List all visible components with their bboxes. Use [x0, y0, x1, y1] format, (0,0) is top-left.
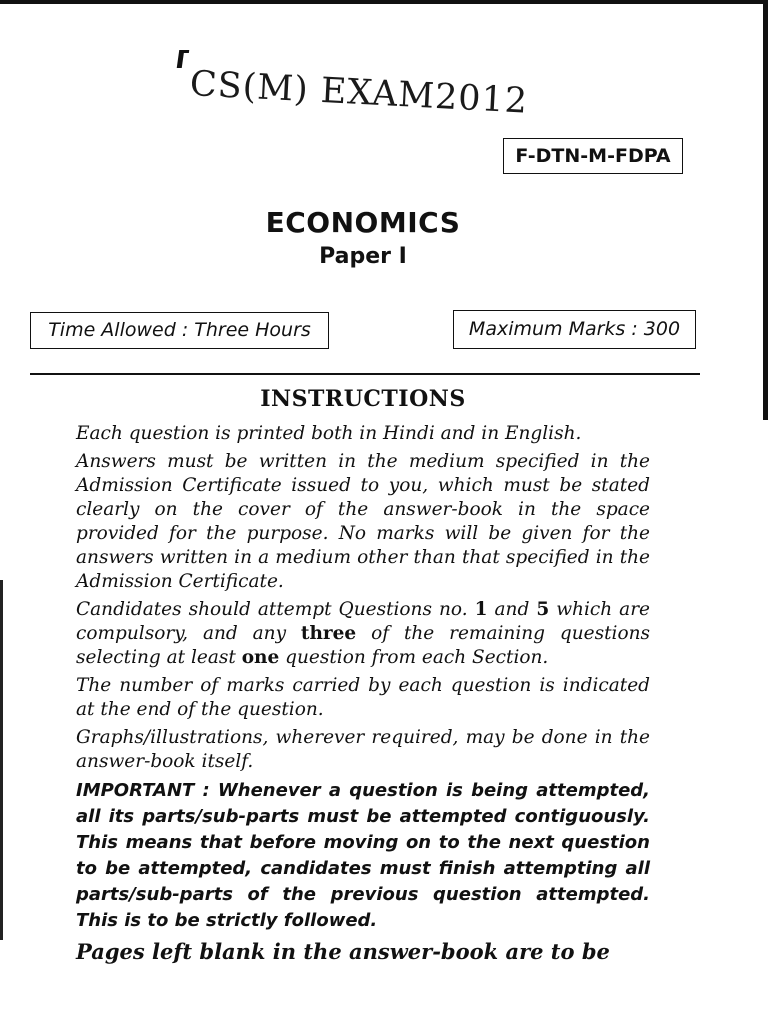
- paper-code-box: F-DTN-M-FDPA: [503, 138, 683, 174]
- instruction-language: Each question is printed both in Hindi and in English.: [76, 423, 582, 444]
- pen-mark-icon: [177, 50, 185, 68]
- maximum-marks-box: Maximum Marks : 300: [453, 310, 696, 349]
- attempt-question-5: 5: [536, 599, 550, 620]
- scan-edge-top: [0, 0, 768, 4]
- instruction-marks: The number of marks carried by each question is indicated at the end of the question.: [76, 675, 650, 720]
- instruction-important: IMPORTANT : Whenever a question is being attempted, all its parts/sub-parts must be attempted contiguously. This means that before moving on to the next question to be attempted, candidates must finish attempting all parts/sub-parts of the previous question attempted. This is to be strictly followed.: [76, 780, 650, 931]
- attempt-text-c: and: [487, 599, 537, 620]
- paper-title: Paper I: [319, 244, 407, 269]
- attempt-question-1: 1: [474, 599, 488, 620]
- scan-edge-left: [0, 580, 3, 940]
- exam-header-stamp: [172, 44, 530, 134]
- divider-rule: [30, 373, 700, 375]
- attempt-text-e: which are compulsory, and any: [76, 599, 650, 644]
- attempt-text-g: of the remaining questions selecting at least: [76, 623, 650, 668]
- attempt-text-i: question from each Section.: [279, 647, 549, 668]
- instruction-attempt: [76, 598, 650, 670]
- attempt-text-a: Candidates should attempt Questions no.: [76, 599, 475, 620]
- instruction-medium: Answers must be written in the medium specified in the Admission Certificate issued to you, which must be stated clearly on the cover of the answer-book in the space provided for the purpose. No marks will be given for the answers written in a medium other than that specified in the Admission Certificate.: [76, 451, 650, 592]
- exam-title-stamp: CS(M) EXAM2012: [188, 64, 530, 122]
- instruction-graphs: Graphs/illustrations, wherever required, may be done in the answer-book itself.: [76, 727, 650, 772]
- subject-title: ECONOMICS: [265, 206, 461, 239]
- scan-edge-right: [763, 0, 768, 420]
- attempt-one: one: [241, 647, 280, 668]
- instruction-blank-pages: Pages left blank in the answer-book are to be: [76, 939, 610, 964]
- time-allowed-box: Time Allowed : Three Hours: [30, 312, 329, 349]
- instructions-body: [76, 422, 650, 968]
- attempt-three: three: [300, 623, 357, 644]
- instructions-heading: INSTRUCTIONS: [260, 386, 466, 412]
